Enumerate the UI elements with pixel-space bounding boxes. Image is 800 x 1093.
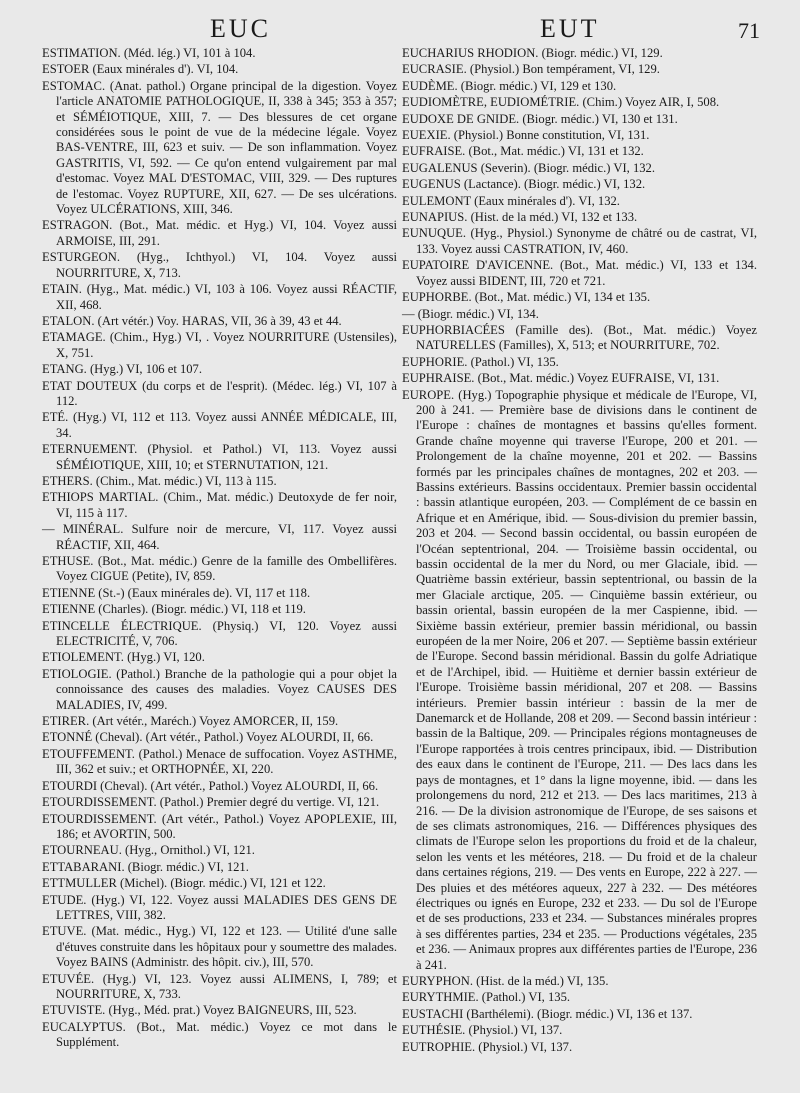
index-entry: EUFRAISE. (Bot., Mat. médic.) VI, 131 et 132. (402, 144, 644, 159)
index-entry: ETOUFFEMENT. (Pathol.) Menace de suffocation. Voyez ASTHME, III, 362 et suiv.; et ORTHOPNÉE, XI, 220. (42, 746, 397, 777)
index-entry: ETIENNE (Charles). (Biogr. médic.) VI, 118 et 119. (42, 602, 306, 617)
index-entry: ETUVE. (Mat. médic., Hyg.) VI, 122 et 123. — Utilité d'une salle d'étuves construite dans les hôpitaux pour y soumettre des malades. Voyez BAINS (Administr. des hôpit. civ.), III, 570. (42, 924, 397, 970)
index-entry: ETHUSE. (Bot., Mat. médic.) Genre de la famille des Ombellifères. Voyez CIGUE (Petite), IV, 859. (42, 554, 397, 584)
index-entry: EUPATOIRE D'AVICENNE. (Bot., Mat. médic.) VI, 133 et 134. Voyez aussi BIDENT, III, 720 et 721. (402, 258, 757, 288)
index-entry: EUNUQUE. (Hyg., Physiol.) Synonyme de châtré ou de castrat, VI, 133. Voyez aussi CASTRATION, IV, 460. (402, 226, 757, 256)
index-entry: EUDIOMÈTRE, EUDIOMÉTRIE. (Chim.) Voyez AIR, I, 508. (402, 95, 720, 110)
index-entry: ETTABARANI. (Biogr. médic.) VI, 121. (42, 859, 249, 874)
index-entry: ETHERS. (Chim., Mat. médic.) VI, 113 à 115. (42, 473, 277, 488)
index-entry: ETOURDI (Cheval). (Art vétér., Pathol.) Voyez ALOURDI, II, 66. (42, 778, 379, 793)
index-entry: ETUVISTE. (Hyg., Méd. prat.) Voyez BAIGNEURS, III, 523. (42, 1003, 357, 1018)
index-entry: EUGENUS (Lactance). (Biogr. médic.) VI, 132. (402, 177, 646, 192)
index-entry: ETALON. (Art vétér.) Voy. HARAS, VII, 36 à 39, 43 et 44. (42, 313, 342, 328)
index-entry: ETTMULLER (Michel). (Biogr. médic.) VI, 121 et 122. (42, 876, 326, 891)
running-header (40, 14, 760, 42)
index-entry: ETAMAGE. (Chim., Hyg.) VI, . Voyez NOURRITURE (Ustensiles), X, 751. (42, 330, 397, 360)
index-entry: ETUDE. (Hyg.) VI, 122. Voyez aussi MALADIES DES GENS DE LETTRES, VIII, 382. (42, 892, 397, 922)
index-entry: EUTHÉSIE. (Physiol.) VI, 137. (402, 1023, 563, 1038)
index-entry: EUPHORBIACÉES (Famille des). (Bot., Mat. médic.) Voyez NATURELLES (Familles), X, 513; et NOURRITURE, 702. (402, 322, 757, 353)
index-entry: ETIOLOGIE. (Pathol.) Branche de la pathologie qui a pour objet la connoissance des causes des maladies. Voyez CAUSES DES MALADIES, IV, 499. (42, 666, 397, 712)
index-entry: ETOURDISSEMENT. (Pathol.) Premier degré du vertige. VI, 121. (42, 795, 380, 810)
index-entry: EUCRASIE. (Physiol.) Bon tempérament, VI, 129. (402, 62, 660, 77)
index-entry: ETONNÉ (Cheval). (Art vétér., Pathol.) Voyez ALOURDI, II, 66. (42, 730, 374, 745)
index-entry: ETIOLEMENT. (Hyg.) VI, 120. (42, 650, 205, 665)
index-entry: EUNAPIUS. (Hist. de la méd.) VI, 132 et 133. (402, 210, 638, 225)
index-entry: ETAT DOUTEUX (du corps et de l'esprit). (Médec. lég.) VI, 107 à 112. (42, 378, 397, 408)
page-number: 71 (738, 18, 760, 43)
index-entry: ETUVÉE. (Hyg.) VI, 123. Voyez aussi ALIMENS, I, 789; et NOURRITURE, X, 733. (42, 971, 397, 1001)
index-entry: ETÉ. (Hyg.) VI, 112 et 113. Voyez aussi ANNÉE MÉDICALE, III, 34. (42, 410, 397, 440)
index-entry: — (Biogr. médic.) VI, 134. (402, 306, 539, 321)
index-entry: ESTRAGON. (Bot., Mat. médic. et Hyg.) VI, 104. Voyez aussi ARMOISE, III, 291. (42, 218, 397, 248)
index-entry: ETERNUEMENT. (Physiol. et Pathol.) VI, 113. Voyez aussi SÉMÉIOTIQUE, XIII, 10; et STERNUTATION, 121. (42, 442, 397, 472)
index-entry: EUGALENUS (Severin). (Biogr. médic.) VI, 132. (402, 160, 655, 175)
index-entry: — MINÉRAL. Sulfure noir de mercure, VI, 117. Voyez aussi RÉACTIF, XII, 464. (42, 522, 397, 552)
index-entry: EUPHRAISE. (Bot., Mat. médic.) Voyez EUFRAISE, VI, 131. (402, 371, 720, 386)
index-entry: ESTIMATION. (Méd. lég.) VI, 101 à 104. (42, 46, 256, 60)
index-entry: ESTOMAC. (Anat. pathol.) Organe principal de la digestion. Voyez l'article ANATOMIE PATHOLOGIQUE, II, 338 à 345; 353 à 357; et SÉMÉIOTIQUE, XIII, 7. — Des blessures de cet organe considérées sous le point de vue de la médecine légale. Voyez BAS-VENTRE, III, 623 et suiv. — De son inflammation. Voyez GASTRITIS, VI, 592. — Ce qu'on entend vulgairement par mal d'estomac. Voyez MAL D'ESTOMAC, VIII, 329. — Des ruptures de l'estomac. Voyez RUPTURE, XII, 627. — De ses ulcérations. Voyez ULCÉRATIONS, XIII, 346. (42, 78, 397, 217)
index-entry: ETIENNE (St.-) (Eaux minérales de). VI, 117 et 118. (42, 585, 311, 600)
header-left-word: EUC (210, 14, 271, 43)
right-column (402, 46, 757, 1056)
left-column (42, 46, 397, 1052)
index-entry: ESTURGEON. (Hyg., Ichthyol.) VI, 104. Voyez aussi NOURRITURE, X, 713. (42, 250, 397, 280)
index-entry: EUTROPHIE. (Physiol.) VI, 137. (402, 1039, 573, 1054)
index-entry: EUDOXE DE GNIDE. (Biogr. médic.) VI, 130 et 131. (402, 111, 678, 126)
index-entry: EULEMONT (Eaux minérales d'). VI, 132. (402, 193, 620, 208)
header-right-word: EUT (540, 14, 600, 43)
index-entry: EUCALYPTUS. (Bot., Mat. médic.) Voyez ce mot dans le Supplément. (42, 1019, 397, 1050)
index-entry: ESTOER (Eaux minérales d'). VI, 104. (42, 62, 239, 77)
index-entry: EUROPE. (Hyg.) Topographie physique et médicale de l'Europe, VI, 200 à 241. — Première base de divisions dans le continent de l'Europe : chaînes de montagnes et bassins qu'elles forment. Grande chaîne moyenne qui traverse l'Europe, 200 et 201. — Prolongement de la chaîne moyenne, 201 et 202. — Bassins formés par les principales chaînes de montagnes, 202 et 203. — Bassins extérieurs. Bassins occidentaux. Premier bassin occidental : bassin atlantique européen, 203. — Complément de ce bassin en Afrique et en Amérique, ibid. — Sous-division du premier bassin, 203 et 204. — Second bassin occidental, ou bassin européen de l'Océan septentrional, 204. — Troisième bassin occidental, ou bassin occidental de la mer du Nord, ou mer Glaciale, ibid. — Quatrième bassin extérieur, bassin septentrional, ou bassin de la mer Glaciale arctique, 205. — Cinquième bassin extérieur, ou bassin oriental, bassin européen de la mer Caspienne, ibid. — Sixième bassin extérieur, premier bassin méridional, ou bassin européen de la mer Noire, 206 et 207. — Septième bassin extérieur de l'Europe. Second bassin méridional. Bassin du golfe Adriatique et de l'Archipel, ibid. — Huitième et dernier bassin extérieur de l'Europe. Troisième bassin méridional, 207 et 208. — Bassins intérieurs. Premier bassin intérieur : bassin de la mer de Danemarck et de Hollande, 208 et 209. — Second bassin intérieur : bassin de la Baltique, 209. — Principales régions montagneuses de l'Europe rapportées à trois centres principaux, ibid. — Distribution des eaux dans le continent de l'Europe, 211. — Des lacs dans les pays de montagnes, et 1° dans la ligne moyenne, ibid. — dans les prolongemens du nord, 212 et 213. — Des lacs maritimes, 213 à 216. — De la division astronomique de l'Europe, de ses saisons et de ses climats astronomiques, 216. — Différences physiques des climats de l'Europe selon les proportions du froid et de la chaleur, selon les vents et les météores, 218. — Du froid et de la chaleur dans certaines régions, 219. — Des vents en Europe, 222 à 227. — Des pluies et des météores aqueux, 227 à 232. — Des météores électriques ou ignés en Europe, 232 et 233. — Du sol de l'Europe et de ses productions, 233 et 234. — Substances minérales propres à ses différentes parties, 234 et 235. — Productions végétales, 235 et 236. — Animaux propres aux différentes parties de l'Europe, 236 à 241. (402, 387, 757, 972)
index-entry: ETOURNEAU. (Hyg., Ornithol.) VI, 121. (42, 843, 255, 858)
index-entry: ETIRER. (Art vétér., Maréch.) Voyez AMORCER, II, 159. (42, 714, 339, 729)
index-entry: EURYTHMIE. (Pathol.) VI, 135. (402, 990, 571, 1005)
index-entry: ETINCELLE ÉLECTRIQUE. (Physiq.) VI, 120. Voyez aussi ELECTRICITÉ, V, 706. (42, 618, 397, 649)
index-entry: EURYPHON. (Hist. de la méd.) VI, 135. (402, 973, 609, 988)
index-entry: EUCHARIUS RHODION. (Biogr. médic.) VI, 129. (402, 46, 663, 60)
index-entry: EUEXIE. (Physiol.) Bonne constitution, VI, 131. (402, 128, 650, 143)
index-entry: ETAIN. (Hyg., Mat. médic.) VI, 103 à 106. Voyez aussi RÉACTIF, XII, 468. (42, 282, 397, 312)
index-entry: ETANG. (Hyg.) VI, 106 et 107. (42, 362, 203, 377)
index-entry: EUDÈME. (Biogr. médic.) VI, 129 et 130. (402, 78, 617, 93)
index-entry: EUPHORIE. (Pathol.) VI, 135. (402, 354, 559, 369)
index-entry: EUSTACHI (Barthélemi). (Biogr. médic.) VI, 136 et 137. (402, 1006, 693, 1021)
index-entry: ETHIOPS MARTIAL. (Chim., Mat. médic.) Deutoxyde de fer noir, VI, 115 à 117. (42, 490, 397, 520)
index-entry: EUPHORBE. (Bot., Mat. médic.) VI, 134 et 135. (402, 290, 651, 305)
index-entry: ETOURDISSEMENT. (Art vétér., Pathol.) Voyez APOPLEXIE, III, 186; et AVORTIN, 500. (42, 811, 397, 841)
